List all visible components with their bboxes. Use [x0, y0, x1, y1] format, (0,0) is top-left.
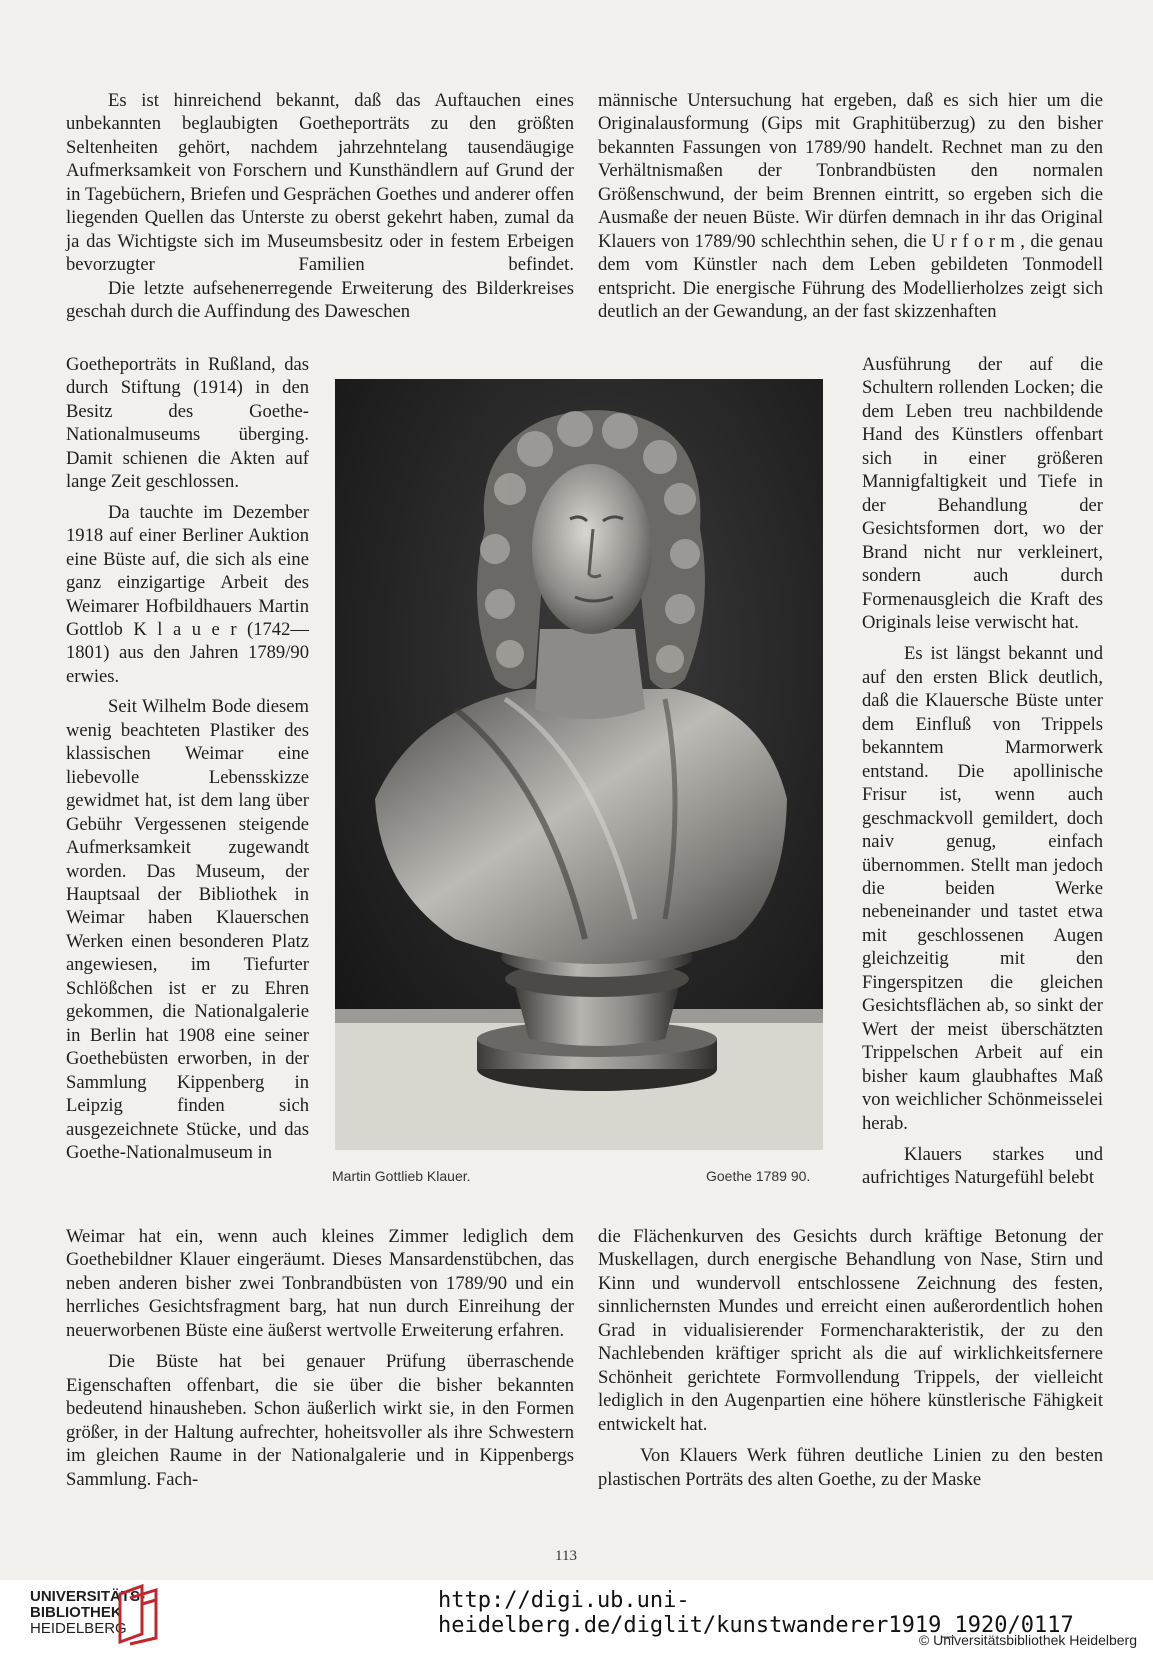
library-name-line3: HEIDELBERG	[30, 1620, 127, 1637]
figure-caption-left: Martin Gottlieb Klauer.	[332, 1168, 471, 1184]
page-number: 113	[555, 1548, 577, 1564]
column-narrow-right	[862, 353, 1103, 1190]
column-bottom-right	[598, 1225, 1103, 1491]
paragraph: Goetheporträts in Rußland, das durch Stiftung (1914) in den Besitz des Goethe-Nationalmuseums überging. Damit schienen die Akten auf lange Zeit geschlossen.	[66, 354, 309, 493]
paragraph: Da tauchte im Dezember 1918 auf einer Berliner Auktion eine Büste auf, die sich als eine ganz einzigartige Arbeit des Weimarer Hofbildhauers Martin Gottlob K l a u e r (1742—1801) aus den Jahren 1789/90 erwies.	[66, 501, 309, 687]
library-logo-icon	[116, 1584, 162, 1646]
paragraph: Seit Wilhelm Bode diesem wenig beachteten Plastiker des klassischen Weimar eine liebevolle Lebensskizze gewidmet hat, ist dem lang über Gebühr Vergessenen steigende Aufmerksamkeit zugewandt worden. Das Museum, der Hauptsaal der Bibliothek in Weimar haben Klauerschen Werken einen besonderen Platz angewiesen, im Tiefurter Schlößchen ist er zu Ehren gekommen, die Nationalgalerie in Berlin hat 1908 eine seiner Goethebüsten erworben, in der Sammlung Kippenberg in Leipzig finden sich ausgezeichnete Stücke, und das Goethe-Nationalmuseum in	[66, 696, 309, 1163]
column-bottom-left	[66, 1225, 574, 1491]
paragraph: Die letzte aufsehenerregende Erweiterung des Bilderkreises geschah durch die Auffindung des Daweschen	[66, 277, 574, 323]
paragraph: Es ist längst bekannt und auf den ersten Blick deutlich, daß die Klauersche Büste unter dem Einfluß von Trippels bekanntem Marmorwerk entstand. Die apollinische Frisur ist, wenn auch geschmackvoll gemildert, doch naiv genug, einfach übernommen. Stellt man jedoch die beiden Werke nebeneinander und tastet etwa mit geschlossenen Augen gleichzeitig mit den Fingerspitzen die gleichen Gesichtsflächen ab, so sinkt der Wert der meist überschätzten Trippelschen Arbeit auf ein bisher kaum glaubhaftes Maß von weichlicher Schönmeisselei herab.	[862, 643, 1103, 1134]
column-top-right	[598, 89, 1103, 324]
paragraph: Weimar hat ein, wenn auch kleines Zimmer lediglich dem Goethebildner Klauer eingeräumt. Dieses Mansardenstübchen, das neben anderen bisher zwei Tonbrandbüsten von 1789/90 und ein herrliches Gesichtsfragment barg, hat nun durch Einreihung der neuerworbenen Büste eine äußerst wertvolle Erweiterung erfahren.	[66, 1226, 574, 1341]
column-narrow-left	[66, 353, 309, 1164]
paragraph: die Flächenkurven des Gesichts durch kräftige Betonung der Muskellagen, durch energische Behandlung von Nase, Stirn und Kinn und wundervoll entschlossene Zeichnung des festen, sinnlichernsten Mundes und erreicht einen außerordentlich hohen Grad in vidualisierender Formencharakteristik, der zu den Nachlebenden kräftiger spricht als die auf wirklichkeitsfernere Schönheit gerichtete Formvollendung Trippels, der vielleicht lediglich in den Augenpartien eine höhere künstlerische Fähigkeit entwickelt hat.	[598, 1226, 1103, 1435]
copyright-notice: © Universitätsbibliothek Heidelberg	[918, 1632, 1137, 1648]
library-name-line2: BIBLIOTHEK	[30, 1604, 122, 1621]
paragraph: Es ist hinreichend bekannt, daß das Auftauchen eines unbekannten beglaubigten Goetheporträts zu den größten Seltenheiten gehört, nachdem jahrzehntelang tausendäugige Aufmerksamkeit von Forschern und Kunsthändlern auf Grund der in Tagebüchern, Briefen und Gesprächen Goethes und anderer offen liegenden Quellen das Unterste zu oberst gekehrt haben, zumal da ja das Wichtigste sich im Museumsbesitz oder in festem Erbeigen bevorzugter Familien befindet.	[66, 90, 574, 276]
figure-caption-right: Goethe 1789 90.	[706, 1168, 811, 1184]
goethe-bust-image	[335, 379, 823, 1150]
paragraph: Klauers starkes und aufrichtiges Naturgefühl belebt	[862, 1143, 1103, 1189]
paragraph: Von Klauers Werk führen deutliche Linien zu den besten plastischen Porträts des alten Goethe, zu der Maske	[598, 1445, 1103, 1490]
permalink-url[interactable]: http://digi.ub.uni-heidelberg.de/diglit/kunstwanderer1919_1920/0117	[438, 1588, 1074, 1638]
paragraph: männische Untersuchung hat ergeben, daß es sich hier um die Originalausformung (Gips mit Graphitüberzug) zu den bisher bekannten Fassungen von 1789/90 handelt. Rechnet man zu den Verhältnismaßen der Tonbrandbüsten den normalen Größenschwund, der beim Brennen eintritt, so ergeben sich die Ausmaße der neuen Büste. Wir dürfen demnach in ihr das Original Klauers von 1789/90 schlechthin sehen, die U r f o r m , die genau dem vom Künstler nach dem Leben gebildeten Tonmodell entspricht. Die energische Führung des Modellierholzes zeigt sich deutlich an der Gewandung, an der fast skizzenhaften	[598, 90, 1103, 323]
bust-photograph	[335, 379, 823, 1150]
paragraph: Die Büste hat bei genauer Prüfung überraschende Eigenschaften offenbart, die sie über die bisher bekannten bedeutend hinausheben. Schon äußerlich wirkt sie, in den Formen größer, in der Haltung aufrechter, hoheitsvoller als ihre Schwestern im gleichen Raume in der Nationalgalerie und in Kippenbergs Sammlung. Fach-	[66, 1351, 574, 1490]
library-name-line1: UNIVERSITÄTS-	[30, 1588, 146, 1605]
paragraph: Ausführung der auf die Schultern rollenden Locken; die dem Leben treu nachbildende Hand des Künstlers offenbart sich in einer größeren Mannigfaltigkeit und Tiefe in der Behandlung der Gesichtsformen dort, wo der Brand nicht nur verkleinert, sondern auch durch Formenausgleich die Kraft des Originals leise verwischt hat.	[862, 354, 1103, 633]
column-top-left	[66, 89, 574, 324]
